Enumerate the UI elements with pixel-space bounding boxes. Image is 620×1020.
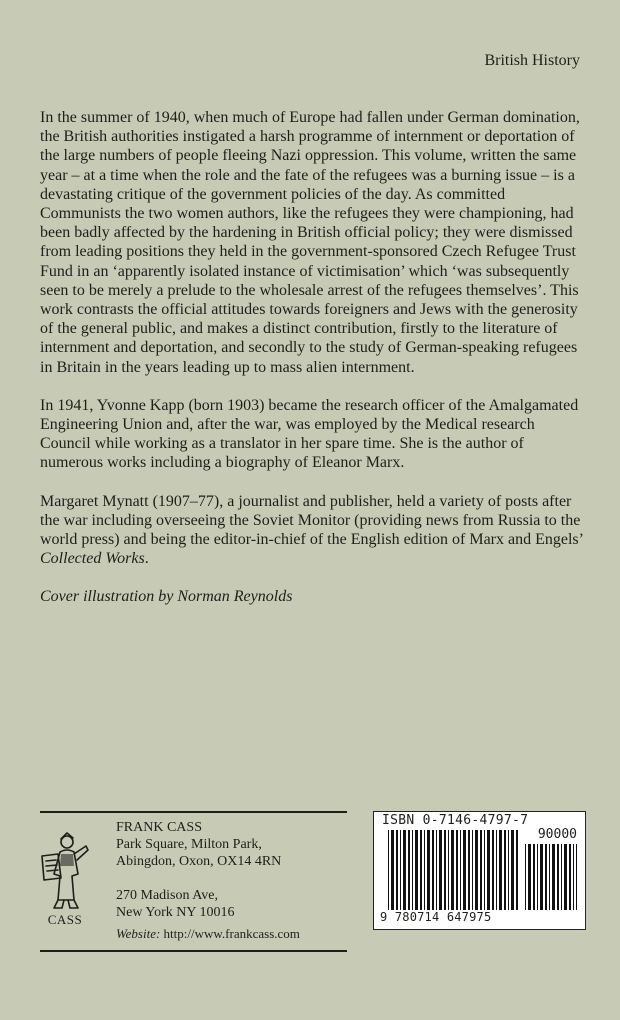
address-uk-line1: Park Square, Milton Park, xyxy=(116,837,262,852)
barcode-bar xyxy=(396,830,398,910)
barcode-bar xyxy=(424,830,425,910)
barcode-bar xyxy=(508,830,509,910)
barcode-bar xyxy=(561,844,562,910)
divider-top xyxy=(40,811,347,813)
barcode-bar xyxy=(533,844,535,910)
barcode-bar xyxy=(436,830,437,910)
barcode-bar xyxy=(537,844,538,910)
blurb-paragraph-mynatt-bio xyxy=(40,492,585,569)
cover-illustration-credit: Cover illustration by Norman Reynolds xyxy=(40,588,293,606)
barcode-bar xyxy=(456,830,458,910)
address-us-line1: 270 Madison Ave, xyxy=(116,888,219,903)
barcode-bar xyxy=(420,830,422,910)
back-cover-blurb xyxy=(40,108,585,626)
barcode-bar xyxy=(496,830,497,910)
barcode-bar xyxy=(388,830,389,910)
barcode-bar xyxy=(499,830,502,910)
category-label: British History xyxy=(484,52,580,69)
barcode-bar xyxy=(432,830,434,910)
price-code: 90000 xyxy=(537,827,577,842)
publisher-address-uk xyxy=(116,836,281,870)
barcode-bar xyxy=(540,844,543,910)
barcode-bar xyxy=(448,830,449,910)
barcode-bar xyxy=(412,830,413,910)
barcode-panel xyxy=(373,811,586,930)
barcode-bar xyxy=(408,830,410,910)
barcode-bar xyxy=(545,844,547,910)
ean-barcode xyxy=(388,830,520,910)
barcode-bar xyxy=(552,844,555,910)
barcode-bar xyxy=(557,844,559,910)
barcode-bar xyxy=(569,844,571,910)
isbn-label: ISBN 0-7146-4797-7 xyxy=(382,813,529,828)
barcode-bar xyxy=(460,830,461,910)
barcode-bar xyxy=(451,830,454,910)
barcode-bar xyxy=(525,844,526,910)
divider-bottom xyxy=(40,950,347,952)
barcode-bar xyxy=(444,830,446,910)
ean-digits: 9 780714 647975 xyxy=(380,910,492,924)
address-uk-line2: Abingdon, Oxon, OX14 4RN xyxy=(116,854,282,869)
barcode-bar xyxy=(487,830,490,910)
mynatt-bio-end: . xyxy=(144,550,149,568)
barcode-bar xyxy=(475,830,478,910)
publisher-info xyxy=(116,819,281,921)
barcode-bar xyxy=(472,830,473,910)
barcode-bar xyxy=(511,830,514,910)
barcode-bar xyxy=(468,830,470,910)
barcode-bar xyxy=(415,830,418,910)
barcode-bar xyxy=(504,830,506,910)
barcode-bar xyxy=(516,830,518,910)
mynatt-bio-text: Margaret Mynatt (1907–77), a journalist and publisher, held a variety of posts after the war including overseeing the Soviet Monitor (providing news from Russia to the world press) and being the editor-in-chief of the English edition of Marx and Engels’ xyxy=(40,492,583,549)
website-url[interactable]: http://www.frankcass.com xyxy=(160,926,300,941)
scribe-figure-icon xyxy=(34,830,96,912)
barcode-bar xyxy=(400,830,401,910)
address-us-line2: New York NY 10016 xyxy=(116,905,235,920)
barcode-bar xyxy=(564,844,567,910)
publisher-address-us xyxy=(116,887,281,921)
barcode-bar xyxy=(480,830,482,910)
publisher-website xyxy=(116,926,300,942)
barcode-bar xyxy=(549,844,550,910)
barcode-bar xyxy=(576,844,577,910)
publisher-name: FRANK CASS xyxy=(116,820,202,835)
collected-works-title: Collected Works xyxy=(40,550,145,568)
logo-text: CASS xyxy=(47,912,83,927)
website-label: Website: xyxy=(116,926,161,941)
barcode-bar xyxy=(573,844,574,910)
barcode-bar xyxy=(484,830,485,910)
blurb-paragraph-summary: In the summer of 1940, when much of Europe had fallen under German domination, the British authorities instigated a harsh programme of internment or deportation of the large numbers of people fleeing Nazi oppression. This volume, written the same year – at a time when the role and the fate of the refugees was a burning issue – is a devastating critique of the government policies of the day. As committed Communists the two women authors, like the refugees they were championing, had been badly affected by the hardening in British official policy; they were dismissed from leading positions they held in the government-sponsored Czech Refugee Trust Fund in an ‘apparently isolated instance of victimisation’ which ‘was subsequently seen to be merely a prelude to the wholesale arrest of the refugees themselves’. This work contrasts the official attitudes towards foreigners and Jews with the generosity of the general public, and makes a distinct contribution, firstly to the literature of internment and deportation, and secondly to the study of German-speaking refugees in Britain in the years leading up to mass alien internment. xyxy=(40,109,580,376)
barcode-bar xyxy=(463,830,466,910)
barcode-bar xyxy=(492,830,494,910)
barcode-bar xyxy=(427,830,430,910)
blurb-paragraph-kapp-bio: In 1941, Yvonne Kapp (born 1903) became the research officer of the Amalgamated Engineering Union and, after the war, was employed by the Medical research Council while working as a translator in her spare time. She is the author of numerous works including a biography of Eleanor Marx. xyxy=(40,396,579,472)
barcode-bar xyxy=(439,830,442,910)
barcode-bar xyxy=(528,844,531,910)
barcode-bar xyxy=(403,830,406,910)
publisher-logo xyxy=(34,830,96,930)
barcode-bar xyxy=(391,830,394,910)
addon-barcode xyxy=(525,844,577,910)
